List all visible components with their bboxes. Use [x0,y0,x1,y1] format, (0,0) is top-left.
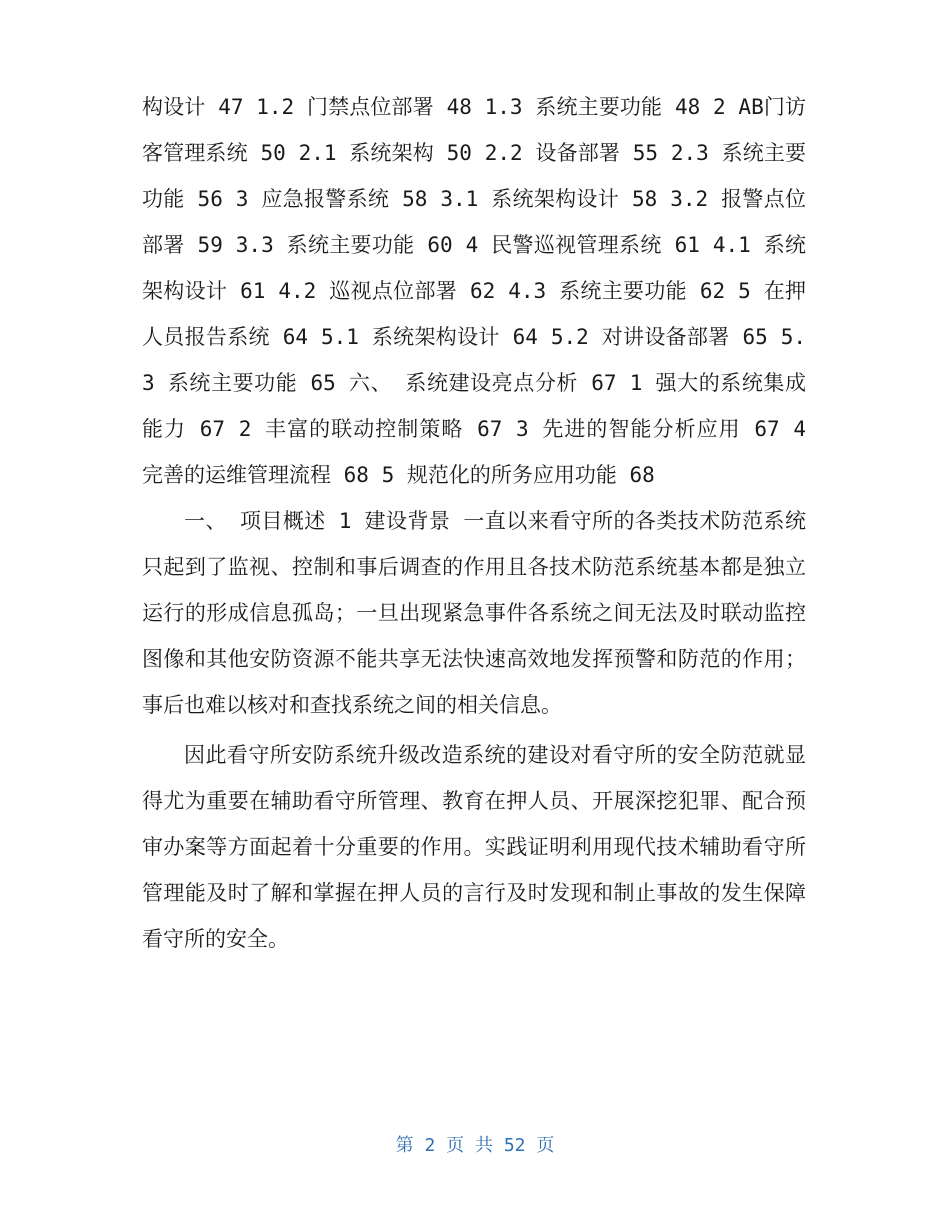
table-of-contents-text: 构设计 47 1.2 门禁点位部署 48 1.3 系统主要功能 48 2 AB门访客管理系统 50 2.1 系统架构 50 2.2 设备部署 55 2.3 系统主要功能 56 3 应急报警系统 58 3.1 系统架构设计 58 3.2 报警点位部署 59 3.3 系统主要功能 60 4 民警巡视管理系统 61 4.1 系统架构设计 61 4.2 巡视点位部署 62 4.3 系统主要功能 62 5 在押人员报告系统 64 5.1 系统架构设计 64 5.2 对讲设备部署 65 5.3 系统主要功能 65 六、 系统建设亮点分析 67 1 强大的系统集成能力 67 2 丰富的联动控制策略 67 3 先进的智能分析应用 67 4 完善的运维管理流程 68 5 规范化的所务应用功能 68 [142,95,806,487]
paragraph-project-overview: 一、 项目概述 1 建设背景 一直以来看守所的各类技术防范系统只起到了监视、控制和事后调查的作用且各技术防范系统基本都是独立运行的形成信息孤岛；一旦出现紧急事件各系统之间无法及时联动监控图像和其他安防资源不能共享无法快速高效地发挥预警和防范的作用；事后也难以核对和查找系统之间的相关信息。 [142,509,806,717]
page-number-footer: 第 2 页 共 52 页 [395,1135,555,1156]
paragraph-importance: 因此看守所安防系统升级改造系统的建设对看守所的安全防范就显得尤为重要在辅助看守所管理、教育在押人员、开展深挖犯罪、配合预审办案等方面起着十分重要的作用。实践证明利用现代技术辅助看守所管理能及时了解和掌握在押人员的言行及时发现和制止事故的发生保障看守所的安全。 [142,743,806,951]
document-body [142,84,806,962]
